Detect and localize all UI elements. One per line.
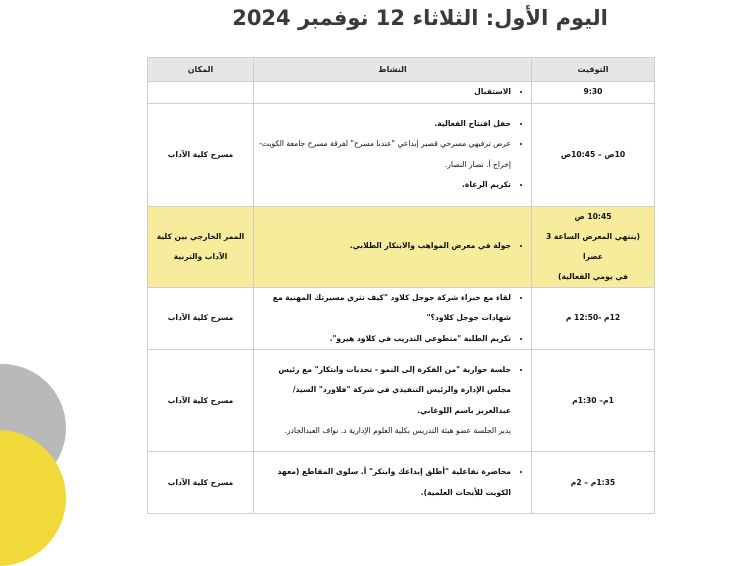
place-cell: مسرح كلية الآداب — [148, 103, 254, 206]
table-row — [148, 82, 655, 104]
header-activity: النشاط — [254, 58, 532, 82]
activity-item: • تكريم الرعاة. — [258, 175, 511, 196]
activity-cell — [254, 103, 532, 206]
activity-item: • لقاء مع خبراء شركة جوجل كلاود "كيف تثري مسيرتك المهنية مع شهادات جوجل كلاود؟" — [258, 288, 511, 329]
schedule-table — [147, 57, 655, 514]
activity-item: • حفل افتتاح الفعالية. — [258, 114, 511, 135]
page-title: اليوم الأول: الثلاثاء 12 نوفمبر 2024 — [232, 6, 608, 30]
activity-item: • تكريم الطلبة "متطوعي التدريب في كلاود هيرو". — [258, 329, 511, 350]
time-cell: 1:35م – 2م — [532, 452, 655, 514]
time-cell: 9:30 — [532, 82, 655, 104]
table-row — [148, 287, 655, 350]
header-time: التوقيت — [532, 58, 655, 82]
table-row-highlighted — [148, 206, 655, 287]
activity-cell — [254, 350, 532, 452]
activity-note: يدير الجلسة عضو هيئة التدريس بكلية العلوم الإدارية د. نواف العبدالجادر. — [284, 426, 511, 435]
table-row — [148, 350, 655, 452]
table-row — [148, 103, 655, 206]
activity-cell — [254, 206, 532, 287]
place-cell — [148, 82, 254, 104]
place-cell: مسرح كلية الآداب — [148, 287, 254, 350]
time-line: 10:45 ص — [574, 211, 612, 221]
place-cell: مسرح كلية الآداب — [148, 452, 254, 514]
activity-item: • جلسة حوارية "من الفكرة إلى النمو - تحديات وابتكار" مع رئيس مجلس الإدارة والرئيس التنفيذي في شركة "فلاورد" السيد/ عبدالعزيز باسم اللوغاني. — [258, 360, 511, 422]
time-cell — [532, 206, 655, 287]
time-cell: 12م -12:50 م — [532, 287, 655, 350]
activity-item: • عرض ترفيهي مسرحي قصير إبداعي "عندنا مسرح" لفرقة مسرح جامعة الكويت- إخراج أ. نصار النصار. — [258, 134, 511, 175]
place-cell — [148, 206, 254, 287]
time-line: في يومي الفعالية) — [557, 271, 629, 281]
activity-cell — [254, 82, 532, 104]
table-header-row — [148, 58, 655, 82]
activity-cell — [254, 452, 532, 514]
activity-item: • الاستقبال — [258, 82, 511, 103]
activity-item: • محاضرة تفاعلية "أطلق إبداعك وابتكر" أ. سلوى المقاطع (معهد الكويت للأبحاث العلمية). — [258, 462, 511, 503]
time-cell: 1م– 1:30م — [532, 350, 655, 452]
table-row — [148, 452, 655, 514]
activity-item: • جولة في معرض المواهب والابتكار الطلابي. — [258, 236, 511, 257]
time-cell: 10ص – 10:45ص — [532, 103, 655, 206]
place-line: الآداب والتربية — [173, 251, 228, 261]
place-cell: مسرح كلية الآداب — [148, 350, 254, 452]
header-place: المكان — [148, 58, 254, 82]
time-line: (ينتهي المعرض الساعة 3 عصرا — [545, 231, 641, 261]
activity-cell — [254, 287, 532, 350]
place-line: الممر الخارجي بين كلية — [156, 231, 245, 241]
